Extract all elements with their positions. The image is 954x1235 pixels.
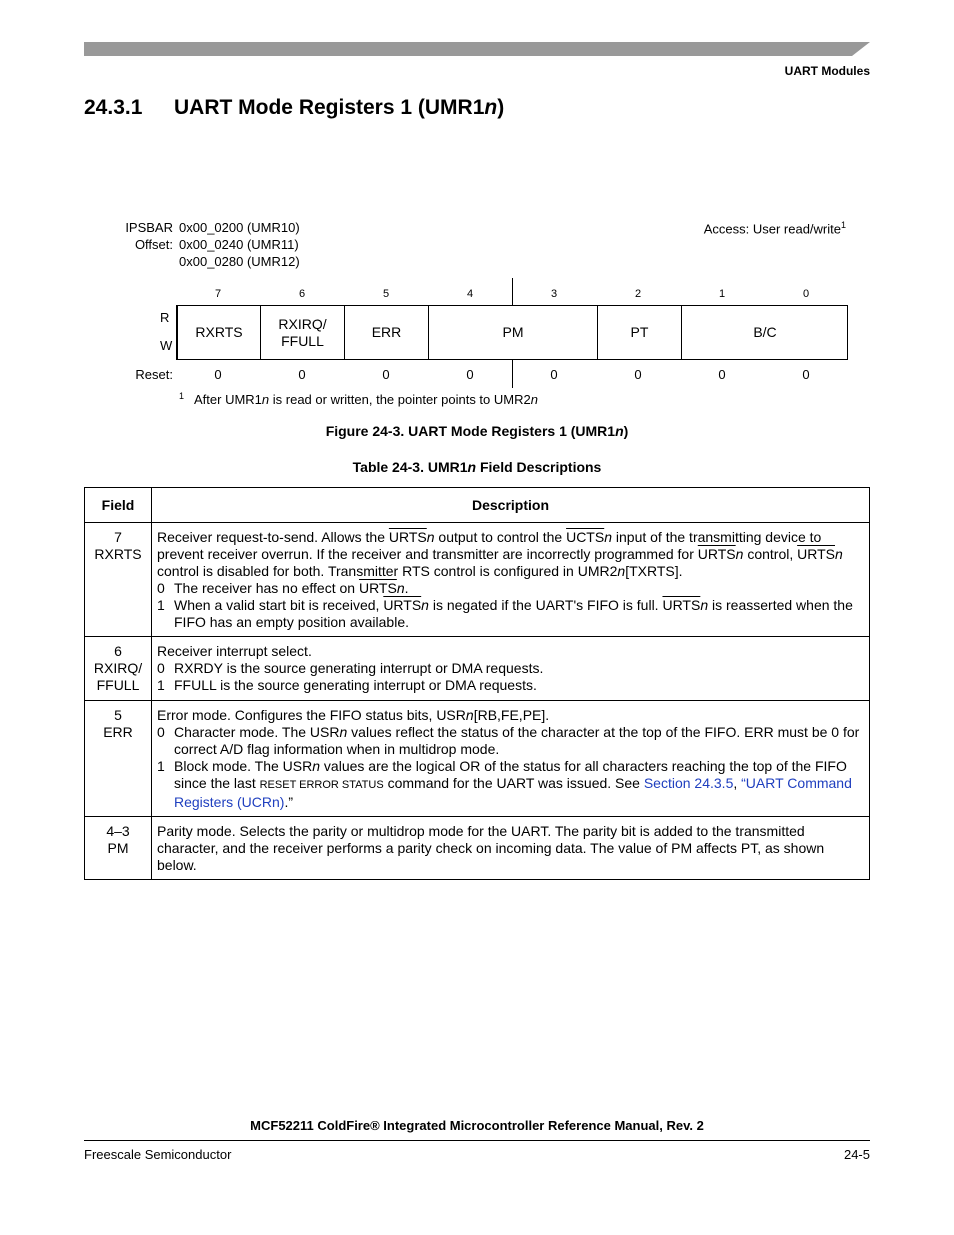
footer-manual-title: MCF52211 ColdFire® Integrated Microcontroller Reference Manual, Rev. 2 <box>250 1118 704 1133</box>
description-cell: Parity mode. Selects the parity or multidrop mode for the UART. The parity bit is added to the transmitted character, and the receiver performs a parity check on incoming data. The value of PM affects PT, as shown below. <box>152 817 870 880</box>
address-label-ipsbar: IPSBAR <box>125 220 173 235</box>
field-description-table <box>84 487 870 880</box>
address-value: 0x00_0240 (UMR11) <box>179 237 299 252</box>
register-field-pt: PT <box>598 306 682 359</box>
reset-value: 0 <box>466 367 474 382</box>
section-link[interactable]: Section 24.3.5 <box>643 775 734 791</box>
bit-number: 6 <box>298 288 306 300</box>
option-item: 1 When a valid start bit is received, URTSn is negated if the UART's FIFO is full. URTSn is reasserted when the FIFO has an empty position available. <box>157 597 853 630</box>
register-footnote: $^1$ After UMR1n is read or written, the pointer points to UMR2n <box>179 391 538 407</box>
bit-number: 1 <box>718 288 726 300</box>
figure-caption: Figure 24-3. UART Mode Registers 1 (UMR1n) <box>325 423 629 439</box>
table-caption: Table 24-3. UMR1n Field Descriptions <box>352 459 602 475</box>
reset-value: 0 <box>298 367 306 382</box>
footer-rule <box>84 1140 870 1141</box>
reset-value: 0 <box>214 367 222 382</box>
field-cell: 5 ERR <box>85 701 152 817</box>
section-number: 24.3.1 <box>84 96 143 119</box>
bit-number: 2 <box>634 288 642 300</box>
register-diagram <box>176 305 848 360</box>
section-heading <box>84 96 504 120</box>
reset-label: Reset: <box>135 367 173 382</box>
section-title: UART Mode Registers 1 (UMR1n) <box>174 96 505 119</box>
address-value: 0x00_0280 (UMR12) <box>179 254 300 269</box>
option-item: 1 FFULL is the source generating interrupt or DMA requests. <box>157 677 537 693</box>
read-row-label: R <box>160 310 170 325</box>
bit-number: 5 <box>382 288 390 300</box>
table-row <box>85 523 870 637</box>
reset-value: 0 <box>718 367 726 382</box>
table-row <box>85 817 870 880</box>
description-cell: Error mode. Configures the FIFO status bits, USRn[RB,FE,PE]. 0 Character mode. The USRn values reflect the status of the character at the top of the FIFO. ERR must be 0 for correct A/D flag information when in multidrop mode. 1 Block mode. The USRn values are the logical OR of the status for all characters reaching the top of the FIFO since the last RESET ERROR STATUS command for the UART was issued. See Section 24.3.5, “UART Command Registers (UCRn).” <box>152 701 870 817</box>
option-item: 0 RXRDY is the source generating interrupt or DMA requests. <box>157 660 544 676</box>
field-cell: 4–3 PM <box>85 817 152 880</box>
bit-number: 0 <box>802 288 810 300</box>
column-header-description: Description <box>152 488 870 523</box>
ucr-section-link[interactable]: “UART Command Registers (UCRn) <box>174 775 852 810</box>
reset-value: 0 <box>634 367 642 382</box>
bit-number: 4 <box>466 288 474 300</box>
address-value: 0x00_0200 (UMR10) <box>179 220 300 235</box>
field-cell: 7 RXRTS <box>85 523 152 637</box>
footer-company: Freescale Semiconductor <box>84 1147 232 1162</box>
option-item: 1 Block mode. The USRn values are the logical OR of the status for all characters reaching the top of the FIFO since the last RESET ERROR STATUS command for the UART was issued. See Section 24.3.5, “UART Command Registers (UCRn).” <box>157 758 852 810</box>
register-field-err: ERR <box>345 306 429 359</box>
page-number: 24-5 <box>843 1147 870 1162</box>
address-label-offset: Offset: <box>134 237 173 252</box>
column-header-field: Field <box>85 488 152 523</box>
table-header-row <box>85 488 870 523</box>
reset-value: 0 <box>382 367 390 382</box>
description-cell: Receiver request-to-send. Allows the URTSn output to control the UCTSn input of the transmitting device to prevent receiver overrun. If the receiver and transmitter are incorrectly programmed for URTSn control, URTSn control is disabled for both. Transmitter RTS control is configured in UMR2n[TXRTS]. 0 The receiver has no effect on URTSn. 1 When a valid start bit is received, URTSn is negated if the UART's FIFO is full. URTSn is reasserted when the FIFO has an empty position available. <box>152 523 870 637</box>
running-header: UART Modules <box>784 64 870 78</box>
footnote-ref: 1 <box>840 220 846 230</box>
byte-divider <box>512 278 513 305</box>
access-mode: Access: User read/write$^1$ <box>703 220 846 237</box>
option-item: 0 The receiver has no effect on URTSn. <box>157 580 409 596</box>
description-cell: Receiver interrupt select. 0 RXRDY is the source generating interrupt or DMA requests. 1 FFULL is the source generating interrupt or DMA requests. <box>152 637 870 701</box>
reset-value: 0 <box>802 367 810 382</box>
register-field-bc: B/C <box>753 324 777 340</box>
write-row-label: W <box>160 338 173 353</box>
reset-value: 0 <box>550 367 558 382</box>
table-row <box>85 701 870 817</box>
bit-number: 7 <box>214 288 222 300</box>
bit-number: 3 <box>550 288 558 300</box>
register-field-rxrts: RXRTS <box>178 306 261 359</box>
register-field-rxirq-ffull: RXIRQ/ FFULL <box>261 306 345 359</box>
option-item: 0 Character mode. The USRn values reflect the status of the character at the top of the FIFO. ERR must be 0 for correct A/D flag information when in multidrop mode. <box>157 724 860 757</box>
field-cell: 6 RXIRQ/ FFULL <box>85 637 152 701</box>
header-bar <box>84 42 870 56</box>
table-row <box>85 637 870 701</box>
register-field-pm: PM <box>429 306 598 359</box>
